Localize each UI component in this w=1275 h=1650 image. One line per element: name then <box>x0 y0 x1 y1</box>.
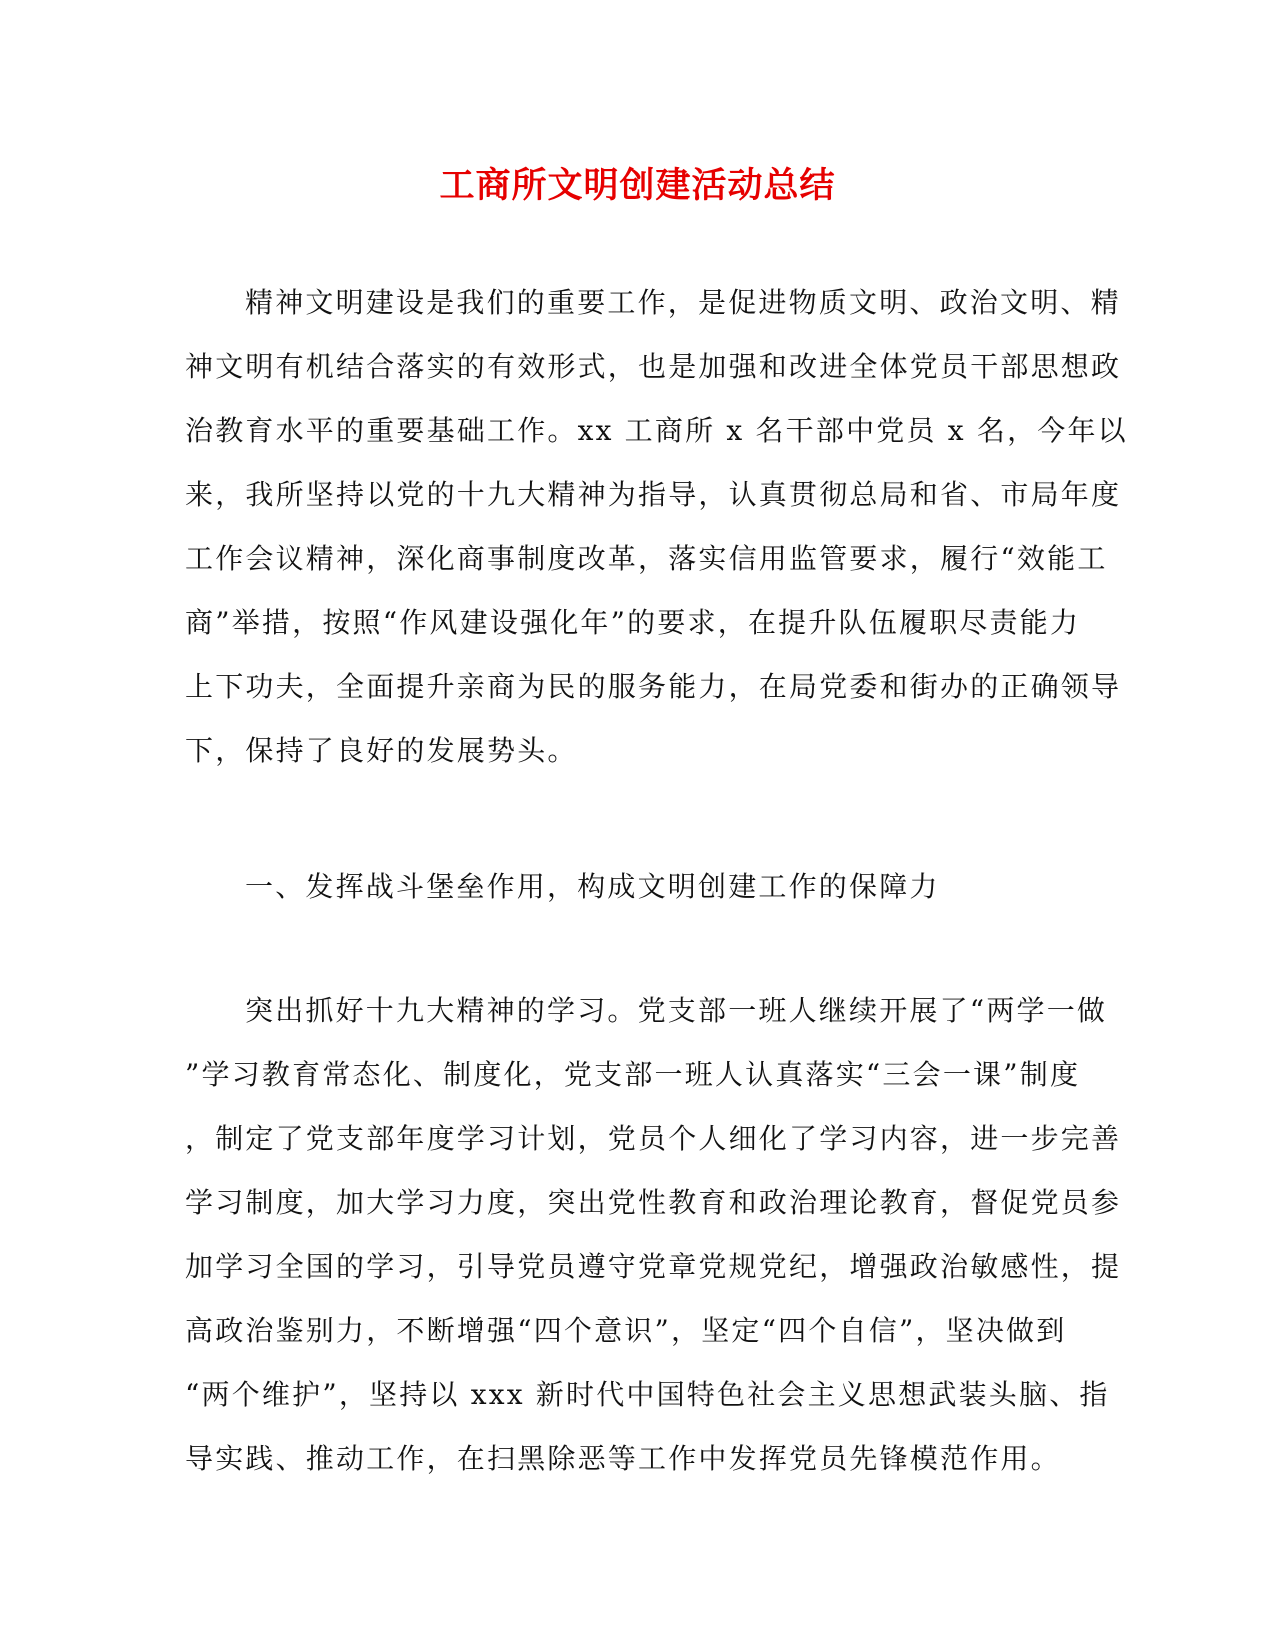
paragraph-line: “两个维护”，坚持以 xxx 新时代中国特色社会主义思想武装头脑、指 <box>185 1378 1110 1411</box>
paragraph-line: 来，我所坚持以党的十九大精神为指导，认真贯彻总局和省、市局年度 <box>185 478 1122 511</box>
section-heading <box>185 855 1087 919</box>
paragraph-line: 加学习全国的学习，引导党员遵守党章党规党纪，增强政治敏感性，提 <box>185 1250 1122 1283</box>
paragraph-line: 高政治鉴别力，不断增强“四个意识”，坚定“四个自信”，坚决做到 <box>185 1314 1067 1347</box>
paragraph-line: 下，保持了良好的发展势头。 <box>185 734 578 767</box>
paragraph-line: 商”举措，按照“作风建设强化年”的要求，在提升队伍履职尽责能力 <box>185 606 1081 639</box>
paragraph-line: ”学习教育常态化、制度化，党支部一班人认真落实“三会一课”制度 <box>185 1058 1081 1091</box>
paragraph-line: 治教育水平的重要基础工作。xx 工商所 x 名干部中党员 x 名，今年以 <box>185 414 1128 447</box>
paragraph-line: 导实践、推动工作，在扫黑除恶等工作中发挥党员先锋模范作用。 <box>185 1442 1061 1475</box>
document-title: 工商所文明创建活动总结 <box>439 165 836 206</box>
paragraph-line: 工作会议精神，深化商事制度改革，落实信用监管要求，履行“效能工 <box>185 542 1108 575</box>
paragraph-line: 突出抓好十九大精神的学习。党支部一班人继续开展了“两学一做 <box>245 994 1108 1027</box>
paragraph-line: 学习制度，加大学习力度，突出党性教育和政治理论教育，督促党员参 <box>185 1186 1122 1219</box>
paragraph-line: 精神文明建设是我们的重要工作，是促进物质文明、政治文明、精 <box>245 286 1121 319</box>
paragraph-intro <box>185 271 1128 783</box>
paragraph-line: ，制定了党支部年度学习计划，党员个人细化了学习内容，进一步完善 <box>185 1122 1122 1155</box>
paragraph-line: 神文明有机结合落实的有效形式，也是加强和改进全体党员干部思想政 <box>185 350 1122 383</box>
paragraph-line: 上下功夫，全面提升亲商为民的服务能力，在局党委和街办的正确领导 <box>185 670 1122 703</box>
section-heading-text: 一、发挥战斗堡垒作用，构成文明创建工作的保障力 <box>245 870 940 903</box>
paragraph-study <box>185 979 1122 1491</box>
